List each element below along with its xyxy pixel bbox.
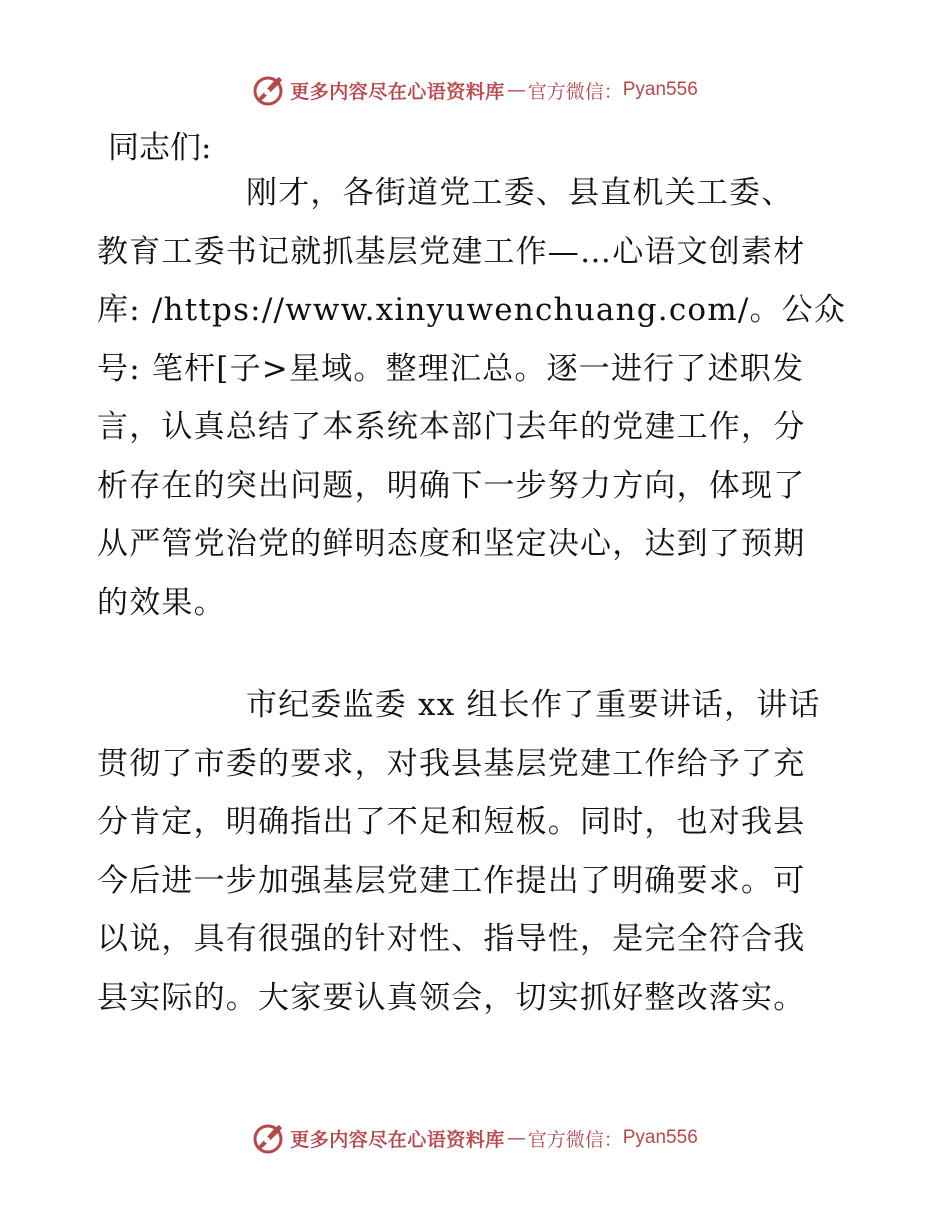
- footer-brand-text: 更多内容尽在心语资料库: [290, 1128, 505, 1151]
- paragraph-2: [97, 676, 857, 1027]
- header-brand-text: 更多内容尽在心语资料库: [290, 80, 505, 103]
- paragraph-1: [97, 164, 857, 632]
- paragraph-line: 析存在的突出问题，明确下一步努力方向，体现了: [97, 467, 806, 504]
- header-wechat-id: Pyan556: [622, 79, 698, 100]
- greeting: 同志们:: [108, 130, 212, 166]
- paragraph-line: 的效果。: [97, 584, 226, 621]
- watermark-header: [0, 70, 950, 110]
- paragraph-line: 以说，具有很强的针对性、指导性，是完全符合我: [97, 921, 806, 957]
- paragraph-line: 库: /https://www.xinyuwenchuang.com/。公众: [97, 292, 847, 328]
- paragraph-line: 教育工委书记就抓基层党建工作—…心语文创素材: [97, 233, 806, 270]
- paragraph-line: 县实际的。大家要认真领会，切实抓好整改落实。: [97, 979, 806, 1016]
- paragraph-line: 刚才，各街道党工委、县直机关工委、: [246, 175, 794, 211]
- paragraph-line: 今后进一步加强基层党建工作提出了明确要求。可: [97, 862, 806, 899]
- paragraph-line: 号: 笔杆[子>星域。整理汇总。逐一进行了述职发: [97, 350, 805, 387]
- paragraph-line: 从严管党治党的鲜明态度和坚定决心，达到了预期: [97, 526, 806, 562]
- paragraph-line: 贯彻了市委的要求，对我县基层党建工作给予了充: [97, 745, 806, 782]
- header-dash: —: [506, 79, 526, 101]
- paragraph-line: 言，认真总结了本系统本部门去年的党建工作，分: [97, 409, 806, 445]
- pen-logo-icon: [252, 73, 286, 107]
- paragraph-line: 分肯定，明确指出了不足和短板。同时，也对我县: [97, 804, 806, 840]
- watermark-footer: [0, 1118, 950, 1158]
- footer-wechat-id: Pyan556: [622, 1127, 698, 1148]
- header-wechat-label: 官方微信：: [527, 80, 623, 103]
- paragraph-line: 市纪委监委 xx 组长作了重要讲话，讲话: [246, 687, 821, 723]
- footer-wechat-label: 官方微信：: [527, 1128, 623, 1151]
- footer-dash: —: [506, 1127, 526, 1149]
- pen-logo-icon: [252, 1121, 286, 1155]
